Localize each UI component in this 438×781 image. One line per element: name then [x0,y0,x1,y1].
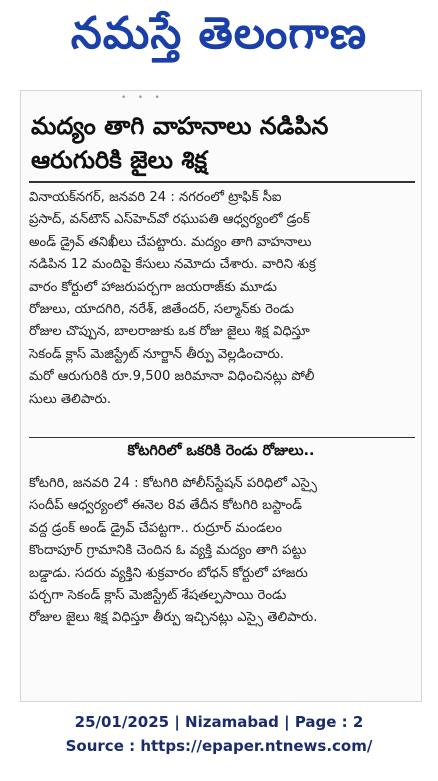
article-headline [31,109,411,177]
headline-line-1: మద్యం తాగి వాహనాలు నడిపిన [31,112,329,140]
paragraph-line: కొందాపూర్ గ్రామానికి చెందిన ఓ వ్యక్తి మద్యం తాగి పట్టు [29,543,307,559]
subhead-divider [29,437,415,438]
paragraph-line: వినాయక్‌నగర్, జనవరి 24 : నగరంలో ట్రాఫిక్ సీఐ [29,190,282,205]
article-paragraph-2 [29,473,413,630]
article-paragraph-1 [29,187,413,411]
paragraph-line: సెకండ్ క్లాస్ మెజిస్ట్రేట్ నూర్జాన్ తీర్పు వెల్లడించారు. [29,346,284,362]
paragraph-line: అండ్ డ్రైవ్ తనిఖీలు చేపట్టారు. మద్యం తాగి వాహనాలు [29,234,312,250]
newspaper-logo: నమస్తే తెలంగాణ [70,8,368,59]
paragraph-line: వద్ద డ్రంక్ అండ్ డ్రైవ్ చేపట్టగా.. రుద్రూర్ మండలం [29,520,282,536]
paragraph-line: రోజుల చొప్పున, బాలరాజుకు ఒక రోజు జైలు శిక్ష విధిస్తూ [29,324,310,340]
paragraph-line: రోజులు, యాదగిరి, నరేశ్, జితేందర్, సల్మాన్‌కు రెండు [29,302,294,318]
clipping-edge-marks: • • • [121,93,160,103]
page-footer [0,710,438,758]
article-clipping [20,90,422,702]
headline-line-2: ఆరుగురికి జైలు శిక్ష [31,146,208,174]
paragraph-line: ప్రసాద్, వన్‌టౌన్ ఎస్‌హెచ్‌వో రఘుపతి ఆధ్వర్యంలో డ్రంక్ [29,212,310,228]
masthead [0,0,438,78]
edition-info: 25/01/2025 | Nizamabad | Page : 2 [74,713,364,731]
headline-divider [29,181,415,183]
paragraph-line: సులు తెలిపారు. [29,391,112,407]
paragraph-line: పర్చగా సెకండ్ క్లాస్ మెజిస్ట్రేట్ శేషతల్పసాయి రెండు [29,588,287,604]
source-link[interactable]: Source : https://epaper.ntnews.com/ [65,737,373,755]
paragraph-line: వారం కోర్టులో హాజరుపర్చగా జయరాజ్‌కు మూడు [29,279,277,295]
paragraph-line: నడిపిన 12 మందిపై కేసులు నమోదు చేశారు. వారిని శుక్ర [29,257,316,273]
paragraph-line: బడ్డాడు. సదరు వ్యక్తిని శుక్రవారం బోధన్ కోర్టులో హాజరు [29,565,308,581]
article-subhead: కోటగిరిలో ఒకరికి రెండు రోజులు.. [127,443,315,459]
paragraph-line: రోజుల జైలు శిక్ష విధిస్తూ తీర్పు ఇచ్చినట్లు ఎస్సై తెలిపారు. [29,610,318,626]
paragraph-line: మరో ఆరుగురికి రూ.9,500 జరిమానా విధించినట్లు పోలీ [29,369,315,385]
paragraph-line: సందీప్ ఆధ్వర్యంలో ఈనెల 8వ తేదీన కోటగిరి బస్టాండ్ [29,498,302,514]
paragraph-line: కోటగిరి, జనవరి 24 : కోటగిరి పోలీస్‌స్టేషన్ పరిధిలో ఎస్సై [29,476,317,491]
